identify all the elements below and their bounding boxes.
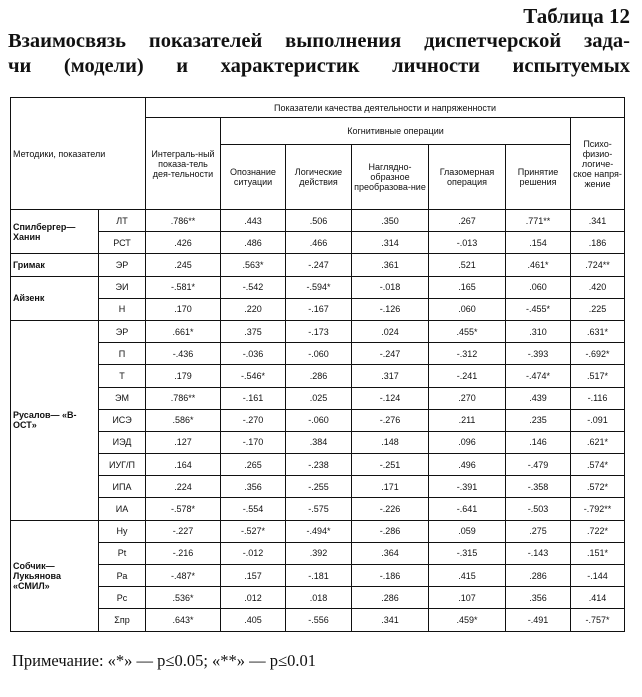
correlation-cell: -.312 (429, 343, 506, 365)
correlation-cell: -.012 (221, 542, 286, 564)
correlation-cell: .621* (571, 431, 625, 453)
indicator-code: ЭМ (99, 387, 146, 409)
indicator-code: ИПА (99, 476, 146, 498)
correlation-cell: .341 (571, 210, 625, 232)
correlation-cell: -.270 (221, 409, 286, 431)
correlation-cell: .786** (146, 387, 221, 409)
indicator-code: П (99, 343, 146, 365)
indicator-code: ИА (99, 498, 146, 520)
cognitive-header: Когнитивные операции (221, 118, 571, 145)
correlation-cell: .157 (221, 565, 286, 587)
correlation-cell: .536* (146, 587, 221, 609)
table-row (11, 343, 625, 365)
indicator-code: Ну (99, 520, 146, 542)
correlation-cell: -.116 (571, 387, 625, 409)
correlation-cell: -.060 (286, 409, 352, 431)
indicator-code: ИУГ/П (99, 454, 146, 476)
correlation-cell: -.143 (506, 542, 571, 564)
correlation-cell: .459* (429, 609, 506, 631)
indicator-code: РСТ (99, 232, 146, 254)
correlation-cell: .211 (429, 409, 506, 431)
correlation-cell: .275 (506, 520, 571, 542)
correlation-cell: .405 (221, 609, 286, 631)
correlation-cell: -.594* (286, 276, 352, 298)
correlation-cell: .392 (286, 542, 352, 564)
indicator-code: Т (99, 365, 146, 387)
correlation-cell: .018 (286, 587, 352, 609)
correlation-cell: .771** (506, 210, 571, 232)
correlation-cell: -.144 (571, 565, 625, 587)
correlation-cell: .265 (221, 454, 286, 476)
table-row (11, 431, 625, 453)
col-header: Логические действия (286, 145, 352, 210)
correlation-cell: -.126 (352, 298, 429, 320)
correlation-cell: -.455* (506, 298, 571, 320)
table-title (8, 29, 630, 79)
correlation-cell: -.527* (221, 520, 286, 542)
correlation-cell: .270 (429, 387, 506, 409)
correlation-cell: .496 (429, 454, 506, 476)
correlation-cell: .356 (506, 587, 571, 609)
correlation-cell: .420 (571, 276, 625, 298)
correlation-cell: -.216 (146, 542, 221, 564)
correlation-cell: -.641 (429, 498, 506, 520)
correlation-cell: .225 (571, 298, 625, 320)
correlation-cell: -.491 (506, 609, 571, 631)
table-row (11, 587, 625, 609)
correlation-cell: -.241 (429, 365, 506, 387)
correlation-cell: -.255 (286, 476, 352, 498)
correlation-cell: .310 (506, 320, 571, 342)
correlation-cell: .127 (146, 431, 221, 453)
correlation-cell: -.167 (286, 298, 352, 320)
indicator-code: ЭР (99, 254, 146, 276)
correlation-cell: .350 (352, 210, 429, 232)
correlation-cell: -.578* (146, 498, 221, 520)
table-row (11, 542, 625, 564)
indicator-code: ИСЭ (99, 409, 146, 431)
table-row (11, 232, 625, 254)
correlation-cell: -.124 (352, 387, 429, 409)
correlation-cell: .722* (571, 520, 625, 542)
correlation-cell: -.436 (146, 343, 221, 365)
correlation-cell: .024 (352, 320, 429, 342)
correlation-cell: .164 (146, 454, 221, 476)
correlation-cell: -.036 (221, 343, 286, 365)
correlation-cell: .586* (146, 409, 221, 431)
indicators-header: Показатели качества деятельности и напряженности (146, 98, 625, 118)
correlation-cell: .059 (429, 520, 506, 542)
table-row (11, 387, 625, 409)
correlation-cell: -.556 (286, 609, 352, 631)
col-header: Наглядно-образное преобразова-ние (352, 145, 429, 210)
correlation-cell: -.575 (286, 498, 352, 520)
correlation-cell: -.181 (286, 565, 352, 587)
correlation-cell: -.393 (506, 343, 571, 365)
method-name: Спилбергер—Ханин (11, 210, 99, 254)
table-row (11, 210, 625, 232)
correlation-cell: .317 (352, 365, 429, 387)
correlation-cell: .154 (506, 232, 571, 254)
psycho-header: Психо-физио-логиче-ское напря-жение (571, 118, 625, 210)
correlation-cell: .165 (429, 276, 506, 298)
correlation-cell: -.173 (286, 320, 352, 342)
correlation-cell: .574* (571, 454, 625, 476)
correlation-cell: .521 (429, 254, 506, 276)
table-row (11, 520, 625, 542)
correlation-cell: -.358 (506, 476, 571, 498)
method-name: Русалов— «В-ОСТ» (11, 320, 99, 520)
table-row (11, 476, 625, 498)
correlation-cell: -.542 (221, 276, 286, 298)
correlation-cell: -.238 (286, 454, 352, 476)
correlation-cell: -.186 (352, 565, 429, 587)
table-title-line-2: чи (модели) и характеристик личности испытуемых (8, 55, 630, 77)
table-row (11, 498, 625, 520)
table-row (11, 409, 625, 431)
correlation-cell: -.251 (352, 454, 429, 476)
correlation-cell: .220 (221, 298, 286, 320)
correlation-cell: .179 (146, 365, 221, 387)
correlation-cell: -.013 (429, 232, 506, 254)
correlation-cell: .148 (352, 431, 429, 453)
correlation-cell: .506 (286, 210, 352, 232)
integral-header: Интеграль-ный показа-тель дея-тельности (146, 118, 221, 210)
correlation-cell: -.692* (571, 343, 625, 365)
correlation-cell: .060 (429, 298, 506, 320)
correlation-cell: .286 (506, 565, 571, 587)
indicator-code: Рс (99, 587, 146, 609)
table-note: Примечание: «*» — p≤0.05; «**» — p≤0.01 (12, 651, 316, 670)
indicator-code: Рt (99, 542, 146, 564)
correlation-cell: .025 (286, 387, 352, 409)
correlation-cell: -.091 (571, 409, 625, 431)
correlation-cell: .171 (352, 476, 429, 498)
correlation-cell: .461* (506, 254, 571, 276)
indicator-code: ИЭД (99, 431, 146, 453)
correlation-cell: .151* (571, 542, 625, 564)
table-title-line-1: Взаимосвязь показателей выполнения диспетчерской зада- (8, 30, 630, 52)
table-row (11, 365, 625, 387)
correlation-cell: .466 (286, 232, 352, 254)
indicator-code: ЛТ (99, 210, 146, 232)
correlation-cell: .286 (286, 365, 352, 387)
correlation-cell: .267 (429, 210, 506, 232)
correlation-cell: .364 (352, 542, 429, 564)
table-row (11, 276, 625, 298)
correlation-cell: -.226 (352, 498, 429, 520)
correlation-cell: -.315 (429, 542, 506, 564)
correlation-cell: -.060 (286, 343, 352, 365)
correlation-cell: .356 (221, 476, 286, 498)
correlation-cell: .286 (352, 587, 429, 609)
table-row (11, 609, 625, 631)
correlation-cell: .414 (571, 587, 625, 609)
correlation-cell: .096 (429, 431, 506, 453)
correlation-cell: .012 (221, 587, 286, 609)
correlation-cell: -.487* (146, 565, 221, 587)
correlation-cell: .245 (146, 254, 221, 276)
correlation-cell: .517* (571, 365, 625, 387)
indicator-code: Σпр (99, 609, 146, 631)
correlation-table (10, 97, 625, 632)
correlation-cell: .426 (146, 232, 221, 254)
correlation-cell: -.792** (571, 498, 625, 520)
correlation-cell: -.286 (352, 520, 429, 542)
table-row (11, 254, 625, 276)
correlation-cell: .060 (506, 276, 571, 298)
correlation-cell: -.474* (506, 365, 571, 387)
correlation-cell: .361 (352, 254, 429, 276)
correlation-cell: .415 (429, 565, 506, 587)
correlation-cell: -.018 (352, 276, 429, 298)
correlation-cell: .443 (221, 210, 286, 232)
table-row (11, 565, 625, 587)
correlation-cell: -.546* (221, 365, 286, 387)
correlation-cell: .146 (506, 431, 571, 453)
correlation-cell: .786** (146, 210, 221, 232)
correlation-cell: -.554 (221, 498, 286, 520)
correlation-cell: .375 (221, 320, 286, 342)
correlation-cell: .235 (506, 409, 571, 431)
correlation-cell: .572* (571, 476, 625, 498)
correlation-cell: -.227 (146, 520, 221, 542)
correlation-cell: .643* (146, 609, 221, 631)
methods-header: Методики, показатели (11, 98, 146, 210)
correlation-cell: -.494* (286, 520, 352, 542)
correlation-cell: .224 (146, 476, 221, 498)
correlation-cell: -.161 (221, 387, 286, 409)
method-name: Собчик—Лукьянова «СМИЛ» (11, 520, 99, 631)
correlation-cell: -.503 (506, 498, 571, 520)
correlation-cell: .661* (146, 320, 221, 342)
indicator-code: ЭИ (99, 276, 146, 298)
correlation-cell: -.581* (146, 276, 221, 298)
correlation-cell: -.170 (221, 431, 286, 453)
indicator-code: Ра (99, 565, 146, 587)
correlation-cell: -.276 (352, 409, 429, 431)
col-header: Принятие решения (506, 145, 571, 210)
table-number: Таблица 12 (523, 4, 630, 28)
correlation-cell: -.757* (571, 609, 625, 631)
correlation-cell: .631* (571, 320, 625, 342)
col-header: Опознание ситуации (221, 145, 286, 210)
method-name: Гримак (11, 254, 99, 276)
table-row (11, 320, 625, 342)
correlation-cell: .107 (429, 587, 506, 609)
correlation-cell: .170 (146, 298, 221, 320)
correlation-cell: -.479 (506, 454, 571, 476)
correlation-cell: -.391 (429, 476, 506, 498)
correlation-cell: .439 (506, 387, 571, 409)
indicator-code: Н (99, 298, 146, 320)
indicator-code: ЭР (99, 320, 146, 342)
correlation-cell: .724** (571, 254, 625, 276)
col-header: Глазомерная операция (429, 145, 506, 210)
table-row (11, 298, 625, 320)
correlation-cell: .563* (221, 254, 286, 276)
correlation-cell: -.247 (286, 254, 352, 276)
correlation-cell: .314 (352, 232, 429, 254)
correlation-cell: .455* (429, 320, 506, 342)
table-row (11, 454, 625, 476)
correlation-cell: .341 (352, 609, 429, 631)
correlation-cell: .486 (221, 232, 286, 254)
correlation-cell: .384 (286, 431, 352, 453)
correlation-cell: .186 (571, 232, 625, 254)
correlation-cell: -.247 (352, 343, 429, 365)
method-name: Айзенк (11, 276, 99, 320)
